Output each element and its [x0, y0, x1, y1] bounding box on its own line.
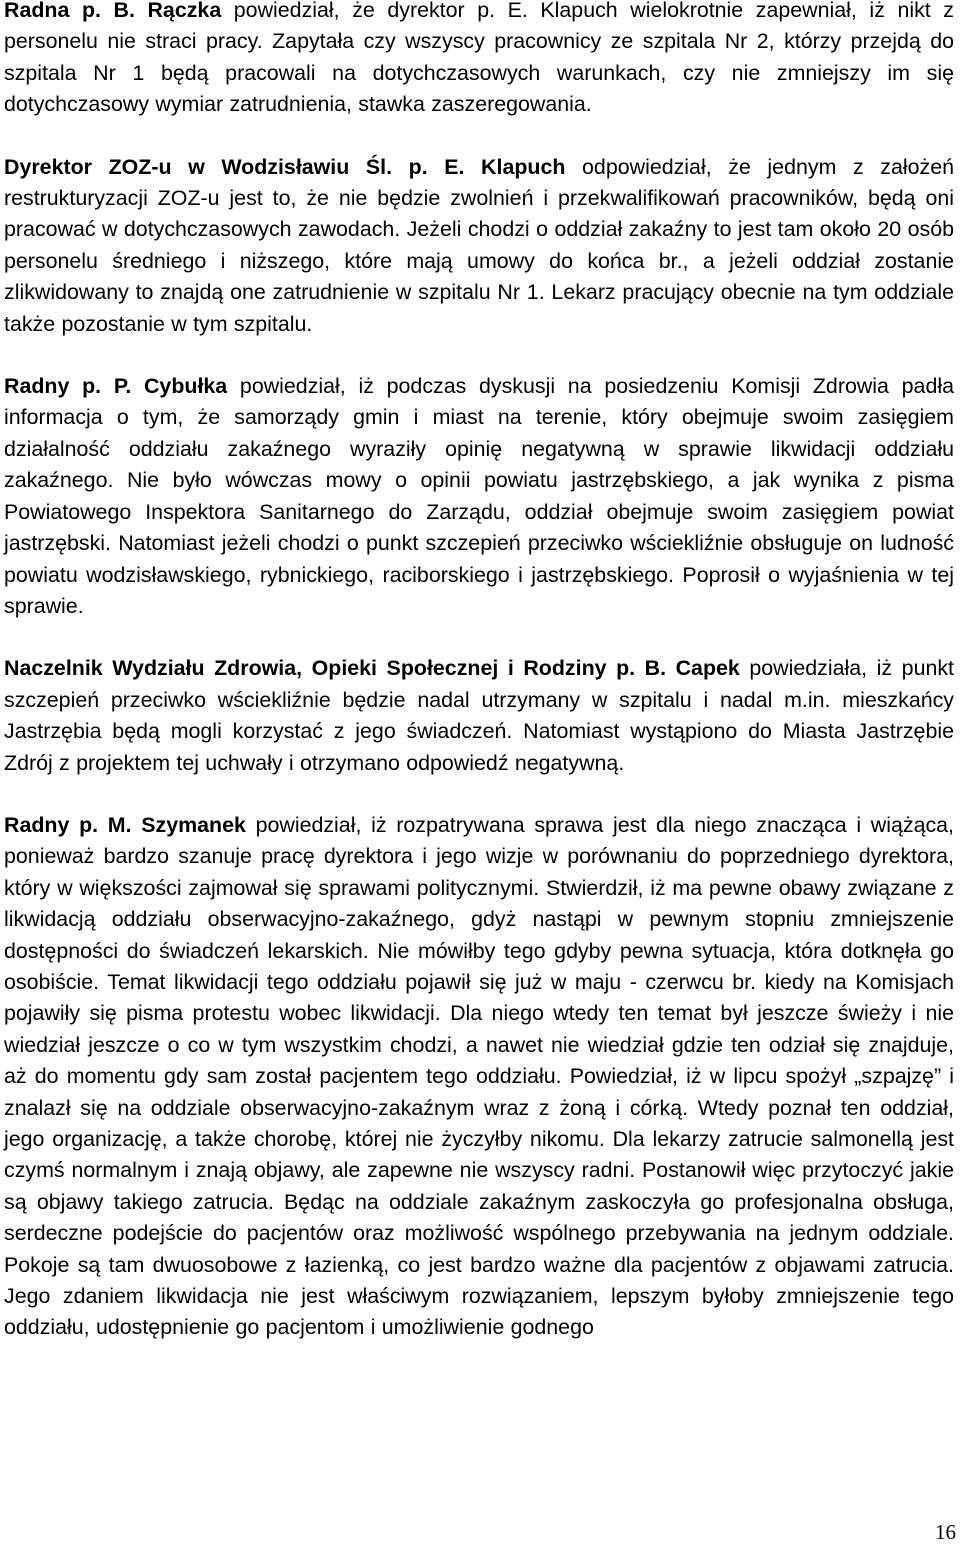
paragraph-5 — [4, 810, 954, 1344]
speaker-name: Naczelnik Wydziału Zdrowia, Opieki Społecznej i Rodziny p. B. Capek — [4, 656, 740, 681]
paragraph-2 — [4, 152, 954, 340]
speaker-name: Radna p. B. Rączka — [4, 0, 222, 22]
speaker-name: Radny p. M. Szymanek — [4, 812, 246, 837]
page-number: 16 — [935, 1520, 956, 1544]
speaker-name: Radny p. P. Cybułka — [4, 374, 228, 399]
paragraph-text: powiedział, że dyrektor p. E. Klapuch wielokrotnie zapewniał, iż nikt z personelu nie straci pracy. Zapytała czy wszyscy pracownicy ze szpitala Nr 2, którzy przejdą do szpitala Nr 1 będą pracowali na dotychczasowych warunkach, czy nie zmniejszy im się dotychczasowy wymiar zatrudnienia, stawka zaszeregowania. — [4, 0, 954, 117]
paragraph-text: powiedział, iż podczas dyskusji na posiedzeniu Komisji Zdrowia padła informacja o tym, że samorządy gmin i miast na terenie, który obejmuje swoim zasięgiem działalność oddziału zakaźnego wyraziły opinię negatywną w sprawie likwidacji oddziału zakaźnego. Nie było wówczas mowy o opinii powiatu jastrzębskiego, a jak wynika z pisma Powiatowego Inspektora Sanitarnego do Zarządu, oddział obejmuje swoim zasięgiem powiat jastrzębski. Natomiast jeżeli chodzi o punkt szczepień przeciwko wściekliźnie obsługuje on ludność powiatu wodzisławskiego, rybnickiego, raciborskiego i jastrzębskiego. Poprosił o wyjaśnienia w tej sprawie. — [4, 374, 954, 618]
speaker-name: Dyrektor ZOZ-u w Wodzisławiu Śl. p. E. Klapuch — [4, 154, 566, 179]
paragraph-4 — [4, 653, 954, 779]
paragraph-1 — [4, 0, 954, 121]
paragraph-text: odpowiedział, że jednym z założeń restrukturyzacji ZOZ-u jest to, że nie będzie zwolnień i przekwalifikowań pracowników, będą oni pracować w dotychczasowych zawodach. Jeżeli chodzi o oddział zakaźny to jest tam około 20 osób personelu średniego i niższego, które mają umowy do końca br., a jeżeli oddział zostanie zlikwidowany to znajdą one zatrudnienie w szpitalu Nr 1. Lekarz pracujący obecnie na tym oddziale także pozostanie w tym szpitalu. — [4, 154, 954, 336]
document-body — [4, 0, 954, 1375]
paragraph-text: powiedziała, iż punkt szczepień przeciwko wściekliźnie będzie nadal utrzymany w szpitalu i nadal m.in. mieszkańcy Jastrzębia będą mogli korzystać z jego świadczeń. Natomiast wystąpiono do Miasta Jastrzębie Zdrój z projektem tej uchwały i otrzymano odpowiedź negatywną. — [4, 656, 955, 775]
paragraph-3 — [4, 371, 954, 622]
paragraph-text: powiedział, iż rozpatrywana sprawa jest dla niego znacząca i wiążąca, ponieważ bardzo szanuje pracę dyrektora i jego wizje w porównaniu do poprzedniego dyrektora, który w większości zajmował się sprawami politycznymi. Stwierdził, iż ma pewne obawy związane z likwidacją oddziału obserwacyjno-zakaźnego, gdyż nastąpi w pewnym stopniu zmniejszenie dostępności do świadczeń lekarskich. Nie mówiłby tego gdyby pewna sytuacja, która dotknęła go osobiście. Temat likwidacji tego oddziału pojawił się już w maju - czerwcu br. kiedy na Komisjach pojawiły się pisma protestu wobec likwidacji. Dla niego wtedy ten temat był jeszcze świeży i nie wiedział jeszcze o co w tym wszystkim chodzi, a nawet nie wiedział gdzie ten odział się znajduje, aż do momentu gdy sam został pacjentem tego oddziału. Powiedział, iż w lipcu spożył „szpajzę” i znalazł się na oddziale obserwacyjno-zakaźnym wraz z żoną i córką. Wtedy poznał ten oddział, jego organizację, a także chorobę, której nie życzyłby nikomu. Dla lekarzy zatrucie salmonellą jest czymś normalnym i znają objawy, ale zapewne nie wszyscy radni. Postanowił więc przytoczyć jakie są objawy takiego zatrucia. Będąc na oddziale zakaźnym zaskoczyła go profesjonalna obsługa, serdeczne podejście do pacjentów oraz możliwość wspólnego przebywania na jednym oddziale. Pokoje są tam dwuosobowe z łazienką, co jest bardzo ważne dla pacjentów z objawami zatrucia. Jego zdaniem likwidacja nie jest właściwym rozwiązaniem, lepszym byłoby zmniejszenie tego oddziału, udostępnienie go pacjentom i umożliwienie godnego — [4, 812, 954, 1340]
